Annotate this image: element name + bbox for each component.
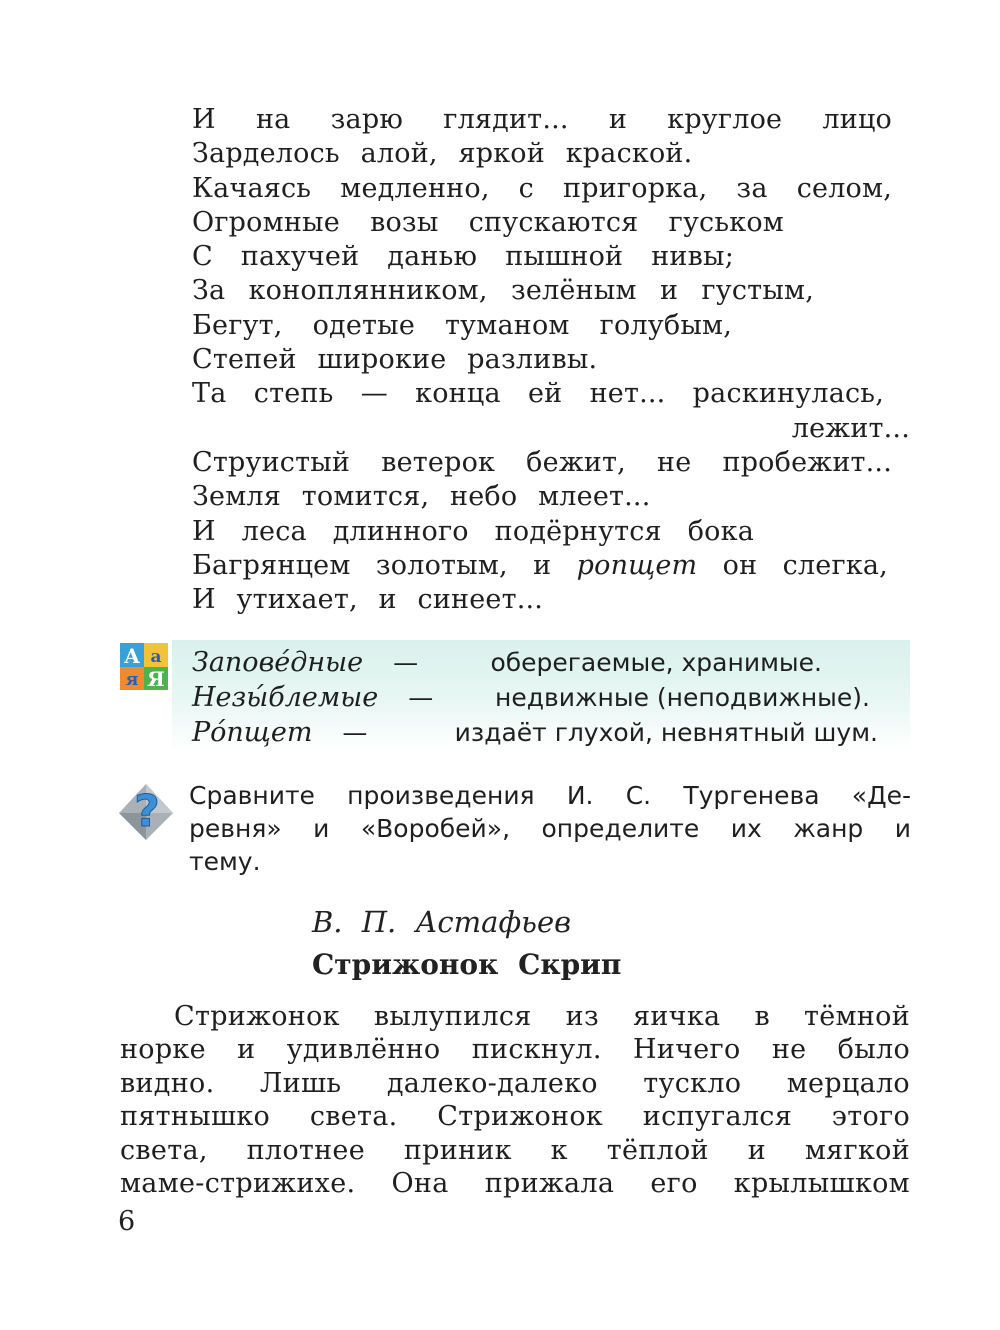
- question-mark-icon: [117, 780, 175, 842]
- poem-line-part: Багрянцем золотым, и: [192, 549, 552, 581]
- glossary-entry: [192, 680, 870, 715]
- svg-text:а: а: [150, 647, 162, 667]
- glossary-entry: [192, 645, 822, 680]
- poem-line: Зарделось алой, яркой краской.: [192, 138, 693, 170]
- poem-line: Струистый ветерок бежит, не пробежит...: [192, 446, 892, 478]
- story-text: [120, 1000, 910, 1200]
- glossary-dash: —: [393, 648, 419, 677]
- page-number: 6: [118, 1206, 136, 1237]
- glossary-definition: недвижные (неподвижные).: [495, 683, 870, 712]
- question-block: [189, 779, 911, 878]
- poem-line: И на зарю глядит... и круглое лицо: [192, 104, 892, 135]
- glossary-entry: [192, 715, 878, 750]
- story-line: маме-стрижихе. Она прижала его крылышком: [120, 1167, 910, 1199]
- poem-line: [192, 549, 888, 583]
- story-line: света, плотнее приник к тёплой и мягкой: [120, 1134, 910, 1166]
- story-line: Стрижонок вылупился из яичка в тёмной: [174, 1001, 910, 1032]
- question-line: тему.: [189, 847, 261, 876]
- glossary-definition: оберегаемые, хранимые.: [490, 648, 822, 677]
- question-line: ревня» и «Воробей», определите их жанр и: [189, 814, 911, 843]
- poem-line: И утихает, и синеет...: [192, 584, 544, 616]
- glossary-definition: издаёт глухой, невнятный шум.: [454, 718, 878, 747]
- svg-text:я: я: [125, 670, 139, 690]
- poem-line: Качаясь медленно, с пригорка, за селом,: [192, 172, 892, 204]
- svg-text:?: ?: [134, 786, 160, 837]
- poem-line: Земля томится, небо млеет...: [192, 481, 651, 513]
- svg-text:А: А: [123, 644, 141, 668]
- glossary-term: Ро́пщет: [192, 717, 313, 748]
- svg-text:Я: Я: [147, 667, 165, 691]
- alphabet-blocks-icon: [119, 641, 169, 691]
- poem-line: Та степь — конца ей нет... раскинулась,: [192, 378, 884, 410]
- poem-line: И леса длинного подёрнутся бока: [192, 515, 754, 547]
- glossary-dash: —: [342, 718, 368, 747]
- story-author: В. П. Астафьев: [312, 905, 571, 939]
- poem-line-part: он слегка,: [722, 549, 888, 581]
- poem-line: За коноплянником, зелёным и густым,: [192, 275, 814, 307]
- question-line: Сравните произведения И. С. Тургенева «Де-: [189, 781, 911, 810]
- poem-line: Бегут, одетые туманом голубым,: [192, 309, 732, 341]
- glossary-dash: —: [408, 683, 434, 712]
- story-title: Стрижонок Скрип: [312, 948, 622, 981]
- poem-word-emphasis: ропщет: [576, 549, 698, 581]
- story-line: норке и удивлённо пискнул. Ничего не было: [120, 1034, 910, 1066]
- poem-line-continuation: лежит...: [791, 412, 910, 444]
- story-line: пятнышко света. Стрижонок испугался этого: [120, 1101, 910, 1133]
- glossary-term: Незы́блемые: [192, 682, 379, 713]
- glossary-term: Запове́дные: [192, 647, 364, 678]
- glossary: [192, 645, 882, 750]
- poem: [192, 103, 910, 617]
- poem-line: С пахучей данью пышной нивы;: [192, 241, 734, 273]
- story-line: видно. Лишь далеко-далеко тускло мерцало: [120, 1067, 910, 1099]
- poem-line: Степей широкие разливы.: [192, 344, 598, 376]
- poem-line: Огромные возы спускаются гуськом: [192, 206, 784, 238]
